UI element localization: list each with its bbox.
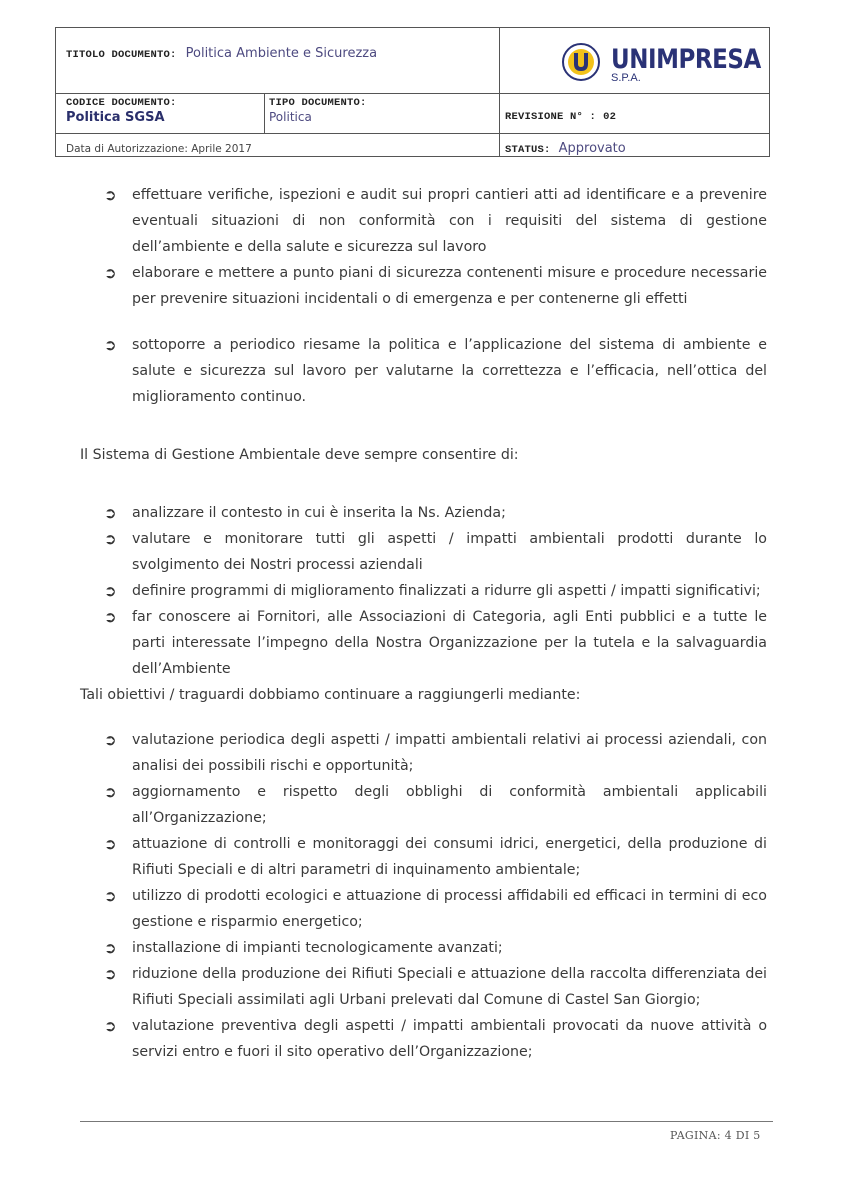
document-code-value: Politica SGSA (66, 110, 165, 125)
unimpresa-logo (561, 34, 761, 94)
header-divider (499, 28, 500, 156)
list-item (80, 500, 767, 526)
authorization-date-cell (66, 137, 252, 156)
arrow-bullet-icon: ➲ (104, 835, 117, 853)
list-item (80, 260, 767, 312)
list-item (80, 604, 767, 682)
list-item-text: valutazione preventiva degli aspetti / impatti ambientali provocati da nuove attività o servizi entro e fuori il sito operativo dell’Organizzazione; (132, 1018, 767, 1060)
paragraph-sga: Il Sistema di Gestione Ambientale deve sempre consentire di: (80, 447, 519, 463)
header-divider (56, 133, 769, 134)
document-header-table (55, 27, 770, 157)
list-item-text: valutare e monitorare tutti gli aspetti / impatti ambientali prodotti durante lo svolgimento dei Nostri processi aziendali (132, 531, 767, 573)
list-item-text: riduzione della produzione dei Rifiuti Speciali e attuazione della raccolta differenziata dei Rifiuti Speciali assimilati agli Urbani prelevati dal Comune di Castel San Giorgio; (132, 966, 767, 1008)
list-item (80, 779, 767, 831)
bullet-list-3 (80, 727, 767, 1065)
arrow-bullet-icon: ➲ (104, 186, 117, 204)
list-item-text: aggiornamento e rispetto degli obblighi di conformità ambientali applicabili all’Organizzazione; (132, 784, 767, 826)
arrow-bullet-icon: ➲ (104, 887, 117, 905)
document-code-label: CODICE DOCUMENTO: (66, 97, 177, 109)
logo-emblem-icon (561, 42, 601, 82)
list-item (80, 578, 767, 604)
arrow-bullet-icon: ➲ (104, 608, 117, 626)
list-item (80, 332, 767, 410)
arrow-bullet-icon: ➲ (104, 939, 117, 957)
list-item-text: analizzare il contesto in cui è inserita la Ns. Azienda; (132, 505, 506, 521)
document-title-cell (66, 42, 377, 61)
bullet-list-1 (80, 182, 767, 410)
document-type-value: Politica (269, 110, 312, 124)
list-item (80, 883, 767, 935)
list-item-text: utilizzo di prodotti ecologici e attuazione di processi affidabili ed efficaci in termini di eco gestione e risparmio energetico; (132, 888, 767, 930)
page-number: PAGINA: 4 DI 5 (670, 1129, 761, 1142)
bullet-list-2 (80, 500, 767, 682)
status-label: STATUS: (505, 144, 551, 156)
list-item-text: effettuare verifiche, ispezioni e audit sui propri cantieri atti ad identificare e a prevenire eventuali situazioni di non conformità con i requisiti del sistema di gestione dell’ambiente e della salute e sicurezza sul lavoro (132, 187, 767, 255)
document-code-cell (66, 97, 177, 125)
authorization-date: Data di Autorizzazione: Aprile 2017 (66, 143, 252, 155)
list-item-text: installazione di impianti tecnologicamente avanzati; (132, 940, 503, 956)
arrow-bullet-icon: ➲ (104, 336, 117, 354)
arrow-bullet-icon: ➲ (104, 965, 117, 983)
arrow-bullet-icon: ➲ (104, 582, 117, 600)
list-item (80, 831, 767, 883)
list-item-text: elaborare e mettere a punto piani di sicurezza contenenti misure e procedure necessarie per prevenire situazioni incidentali o di emergenza e per contenerne gli effetti (132, 265, 767, 307)
list-item-text: sottoporre a periodico riesame la politica e l’applicazione del sistema di ambiente e salute e sicurezza sul lavoro per valutarne la correttezza e l’efficacia, nell’ottica del miglioramento continuo. (132, 337, 767, 405)
document-type-label: TIPO DOCUMENTO: (269, 97, 367, 109)
arrow-bullet-icon: ➲ (104, 731, 117, 749)
revision-label: REVISIONE N° : (505, 111, 597, 123)
list-item-text: definire programmi di miglioramento finalizzati a ridurre gli aspetti / impatti significativi; (132, 583, 761, 599)
list-item (80, 526, 767, 578)
list-item-text: valutazione periodica degli aspetti / impatti ambientali relativi ai processi aziendali, con analisi dei possibili rischi e opportunità; (132, 732, 767, 774)
arrow-bullet-icon: ➲ (104, 1017, 117, 1035)
document-title-label: TITOLO DOCUMENTO: (66, 49, 177, 61)
paragraph-obiettivi: Tali obiettivi / traguardi dobbiamo continuare a raggiungerli mediante: (80, 687, 581, 703)
arrow-bullet-icon: ➲ (104, 504, 117, 522)
document-body (80, 182, 767, 1065)
arrow-bullet-icon: ➲ (104, 264, 117, 282)
arrow-bullet-icon: ➲ (104, 530, 117, 548)
status-value: Approvato (558, 141, 626, 156)
logo-subtitle: S.P.A. (611, 72, 641, 84)
list-item-text: far conoscere ai Fornitori, alle Associazioni di Categoria, agli Enti pubblici e a tutte le parti interessate l’impegno della Nostra Organizzazione per la tutela e la salvaguardia dell’Ambiente (132, 609, 767, 677)
document-title-value: Politica Ambiente e Sicurezza (185, 46, 378, 61)
list-item (80, 961, 767, 1013)
list-item (80, 182, 767, 260)
header-divider (264, 93, 265, 133)
status-cell (505, 137, 626, 156)
list-item (80, 727, 767, 779)
footer-divider (80, 1121, 773, 1122)
revision-value: 02 (603, 111, 617, 123)
list-item-text: attuazione di controlli e monitoraggi dei consumi idrici, energetici, della produzione di Rifiuti Speciali e di altri parametri di inquinamento ambientale; (132, 836, 767, 878)
document-type-cell (269, 97, 367, 124)
logo-wordmark: UNIMPRESA (611, 44, 761, 75)
list-item (80, 1013, 767, 1065)
revision-cell (505, 104, 616, 123)
arrow-bullet-icon: ➲ (104, 783, 117, 801)
list-item (80, 935, 767, 961)
